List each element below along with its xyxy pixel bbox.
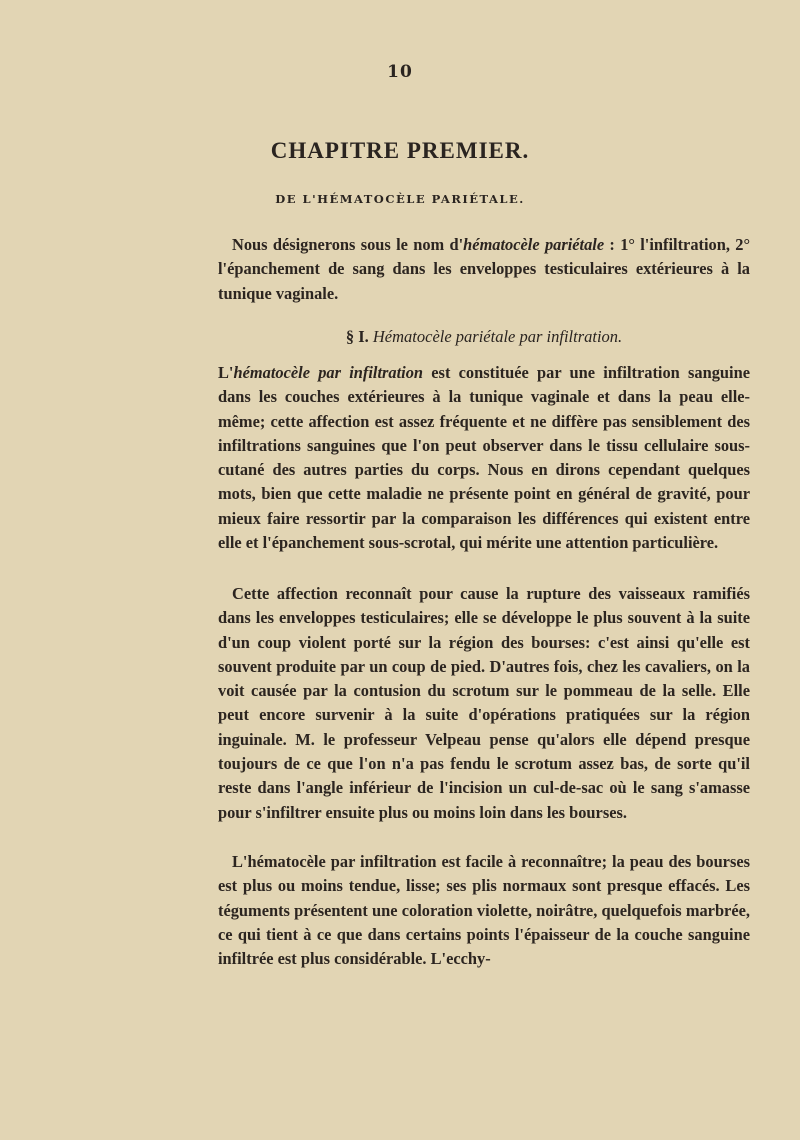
- paragraph-3: L'hématocèle par infiltration est facile à reconnaître; la peau des bourses est plus ou moins tendue, lisse; ses plis normaux sont presque effacés. Les téguments présentent une coloration violette, noirâtre, quelquefois marbrée, ce qui tient à ce que dans certains points l'épaisseur de la couche sanguine infiltrée est plus considérable. L'ecchy-: [218, 852, 750, 969]
- section-number: § I.: [345, 327, 369, 346]
- p1-lead: L': [218, 363, 234, 382]
- p1-rest: est constituée par une infiltration sanguine dans les couches extérieures à la tunique vaginale et dans la peau elle-même; cette affection est assez fréquente et ne diffère pas sensiblement des infiltrations sanguines que l'on peut observer dans le tissu cellulaire sous-cutané des autres parties du corps. Nous en dirons cependant quelques mots, bien que cette maladie ne présente point en général de gravité, pour mieux faire ressortir par la comparaison les différences qui existent entre elle et l'épanchement sous-scrotal, qui mérite une attention particulière.: [218, 363, 750, 553]
- intro-paragraph: [218, 233, 750, 306]
- paragraph-2: Cette affection reconnaît pour cause la rupture des vaisseaux ramifiés dans les enveloppes testiculaires; elle se développe le plus souvent à la suite d'un coup violent porté sur la région des bourses: c'est ainsi qu'elle est souvent produite par un coup de pied. D'autres fois, chez les cavaliers, on la voit causée par la contusion du scrotum sur le pommeau de la selle. Elle peut encore survenir à la suite d'opérations pratiquées sur la région inguinale. M. le professeur Velpeau pense qu'alors elle dépend presque toujours de ce que l'on n'a pas fendu le scrotum assez bas, de sorte qu'il reste dans l'angle inférieur de l'incision un cul-de-sac où le sang s'amasse pour s'infiltrer ensuite plus ou moins loin dans les bourses.: [218, 584, 750, 822]
- chapter-title: CHAPITRE PREMIER.: [270, 138, 530, 163]
- intro-term: hématocèle pariétale: [463, 235, 605, 254]
- paragraph-1: [218, 361, 750, 555]
- intro-rest: : 1° l'infiltration, 2° l'épanchement de sang dans les enveloppes testiculaires extérieures à la tunique vaginale.: [218, 235, 750, 303]
- section-title: Hématocèle pariétale par infiltration.: [372, 327, 623, 346]
- intro-lead: Nous désignerons sous le nom d': [232, 235, 464, 254]
- chapter-subtitle: DE L'HÉMATOCÈLE PARIÉTALE.: [275, 192, 525, 206]
- p1-term: hématocèle par infiltration: [233, 363, 424, 382]
- page-number: 10: [387, 62, 413, 82]
- section-heading: [218, 327, 750, 347]
